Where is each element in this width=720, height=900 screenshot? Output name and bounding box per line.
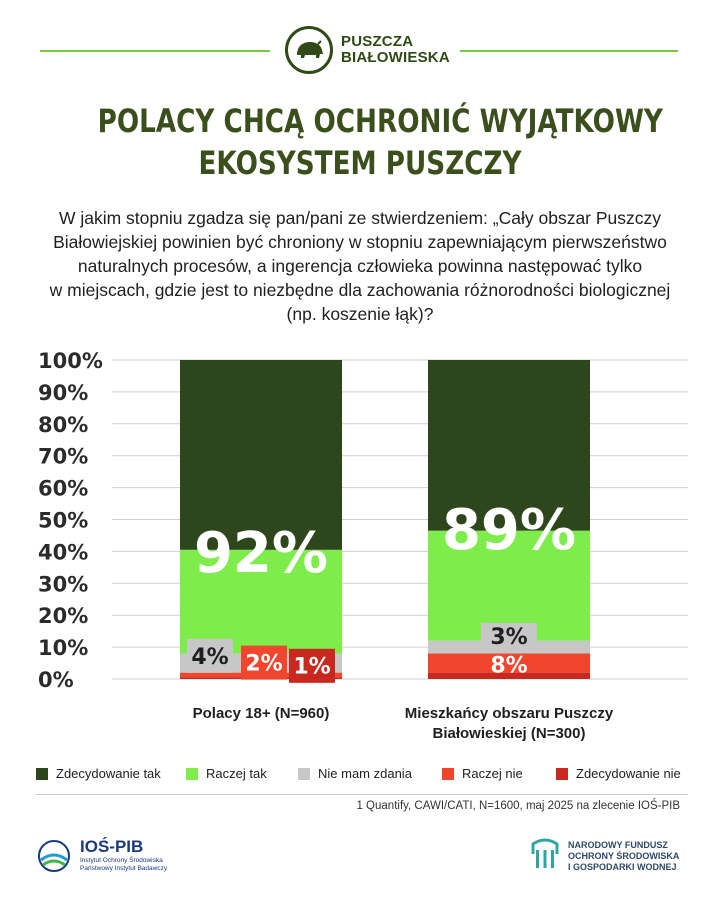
survey-question [20, 206, 700, 326]
ios-sub-line-1: Instytut Ochrony Środowiska [80, 857, 163, 864]
legend-item [186, 766, 267, 781]
nfosigw-logo [530, 836, 700, 880]
y-tick-label: 50% [38, 508, 89, 533]
title-line-2: EKOSYSTEM PUSZCZY [198, 144, 522, 182]
definitely-no-label: 1% [293, 654, 331, 680]
header-line-left [40, 50, 270, 52]
y-tick-label: 60% [38, 476, 89, 501]
legend-divider [36, 794, 688, 795]
legend-label: Zdecydowanie tak [56, 766, 161, 781]
puszcza-logo [285, 26, 450, 80]
total-yes-label: 92% [193, 520, 329, 586]
question-line-4: w miejscach, gdzie jest to niezbędne dla zachowania różnorodności biologicznej [49, 280, 671, 300]
no-opinion-label: 3% [490, 624, 528, 650]
source-note: 1 Quantify, CAWI/CATI, N=1600, maj 2025 na zlecenie IOŚ-PIB [356, 800, 680, 812]
legend-item [298, 766, 412, 781]
ios-pib-subtitle [80, 857, 167, 873]
nfosigw-name [568, 840, 679, 873]
ios-pib-name: IOŚ-PIB [80, 837, 144, 856]
logo-text [341, 34, 450, 66]
y-tick-label: 90% [38, 380, 89, 405]
ios-sub-line-2: Państwowy Instytut Badawczy [80, 865, 168, 872]
stacked-bar-chart [0, 340, 720, 700]
legend-item [442, 766, 523, 781]
ios-pib-icon [36, 838, 72, 874]
legend-label: Zdecydowanie nie [576, 766, 681, 781]
nfosigw-icon [530, 838, 560, 872]
nfos-line-2: OCHRONY ŚRODOWISKA [568, 851, 680, 861]
legend [36, 766, 696, 786]
y-tick-label: 0% [38, 668, 74, 692]
header-line-right [460, 50, 678, 52]
ios-pib-logo [36, 836, 196, 876]
category-label-line: Mieszkańcy obszaru Puszczy [404, 705, 614, 722]
y-tick-label: 30% [38, 572, 89, 597]
question-line-3: naturalnych procesów, a ingerencja człowieka powinna następować tylko [77, 256, 643, 276]
legend-swatch [186, 768, 198, 780]
y-tick-label: 20% [38, 604, 89, 629]
logo-line-1: PUSZCZA [341, 33, 414, 50]
y-tick-label: 70% [38, 444, 89, 469]
category-label-line: Polacy 18+ (N=960) [192, 705, 330, 722]
question-line-5: (np. koszenie łąk)? [286, 304, 434, 324]
legend-swatch [556, 768, 568, 780]
no-label: 2% [245, 651, 283, 677]
bison-icon [285, 26, 333, 74]
total-yes-label: 89% [441, 497, 577, 563]
legend-label: Raczej nie [462, 766, 523, 781]
y-tick-label: 10% [38, 636, 89, 661]
y-tick-label: 40% [38, 540, 89, 565]
category-label [121, 704, 401, 724]
category-label-line: Białowieskiej (N=300) [432, 725, 586, 742]
logo-line-2: BIAŁOWIESKA [341, 49, 450, 66]
no-label: 8% [490, 653, 528, 679]
legend-label: Nie mam zdania [318, 766, 412, 781]
no-opinion-label: 4% [191, 644, 229, 670]
category-label [369, 704, 649, 744]
y-tick-label: 100% [38, 349, 103, 373]
title-line-1: POLACY CHCĄ OCHRONIĆ WYJĄTKOWY [97, 102, 663, 140]
question-line-2: Białowiejskiej powinien być chroniony w stopniu zapewniającym pierwszeństwo [53, 232, 667, 252]
legend-label: Raczej tak [206, 766, 267, 781]
legend-item [36, 766, 161, 781]
page-title [97, 100, 663, 184]
legend-swatch [298, 768, 310, 780]
legend-item [556, 766, 681, 781]
y-axis [38, 349, 103, 692]
nfos-line-1: NARODOWY FUNDUSZ [568, 840, 668, 850]
question-line-1: W jakim stopniu zgadza się pan/pani ze stwierdzeniem: „Cały obszar Puszczy [58, 208, 662, 228]
legend-swatch [442, 768, 454, 780]
legend-swatch [36, 768, 48, 780]
y-tick-label: 80% [38, 412, 89, 437]
nfos-line-3: I GOSPODARKI WODNEJ [568, 862, 677, 872]
